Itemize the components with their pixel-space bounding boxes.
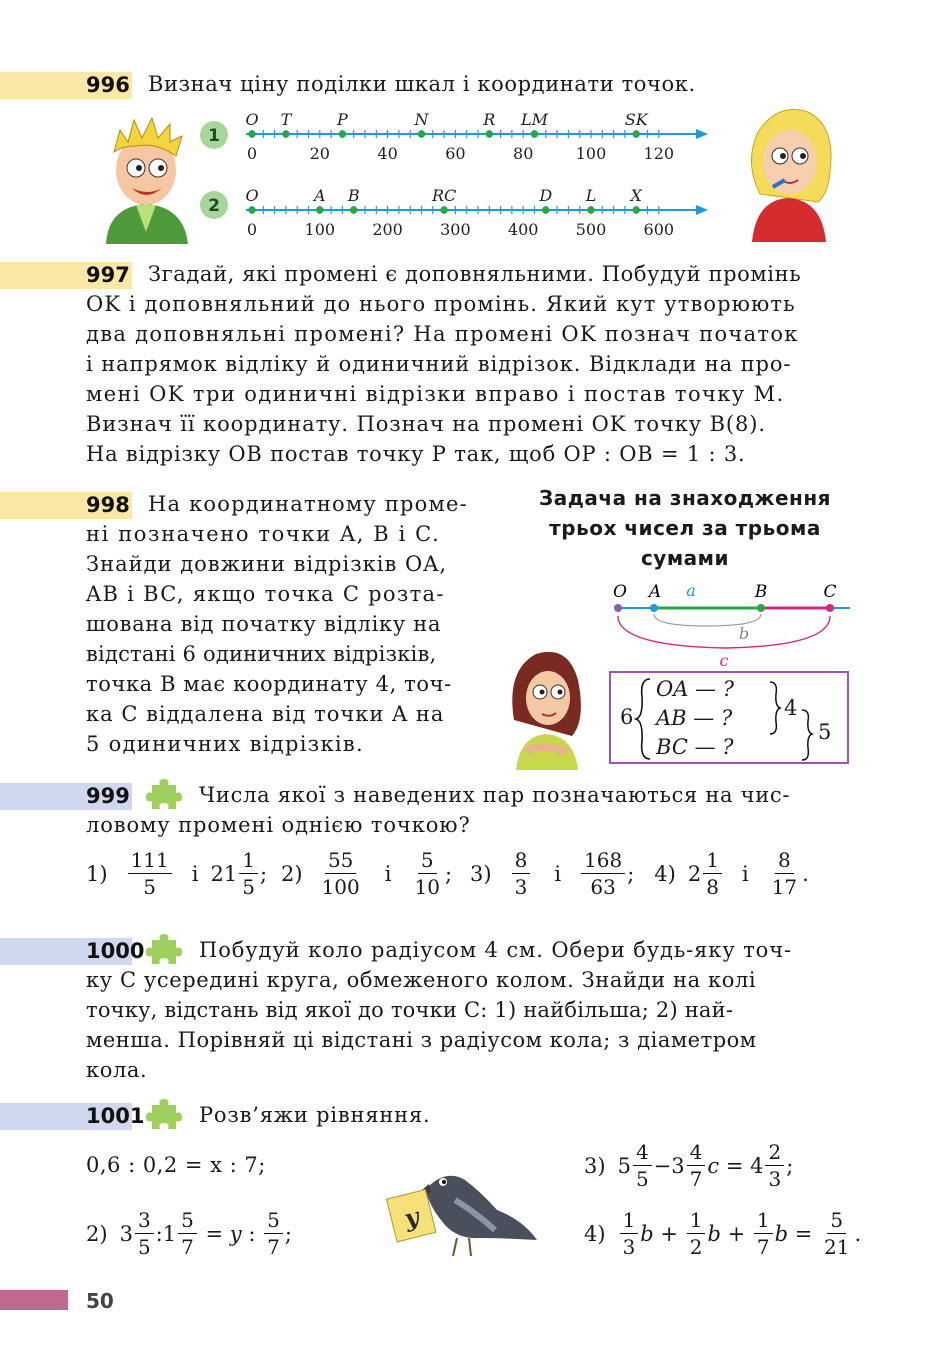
opt1-b-den: 5: [242, 875, 255, 899]
diagram-label-a: A: [648, 582, 662, 602]
opt3-b-num: 168: [581, 850, 625, 874]
opt1-and: і: [191, 861, 199, 886]
diagram-label-sum-c: c: [719, 651, 729, 670]
scale-point: [542, 206, 550, 214]
scale-tick-label: 300: [440, 220, 471, 239]
scale-tick-label: 600: [643, 220, 675, 239]
scale-point-label: SK: [624, 110, 648, 129]
scale-point-label: X: [630, 186, 642, 205]
scale-tick-label: 0: [246, 220, 258, 239]
opt1-a-num: 111: [128, 850, 172, 874]
opt2-b-num: 5: [418, 850, 437, 874]
page-number-bar: [0, 1290, 68, 1310]
task-1001-text: Розв’яжи рівняння.: [199, 1103, 431, 1127]
task-996-number: 996: [86, 73, 130, 97]
scale-point-label: D: [539, 186, 553, 205]
badge-1: [199, 120, 229, 150]
scale-point: [632, 206, 640, 214]
opt1-b-whole: 21: [210, 861, 238, 886]
task-998-line-7: точка B має координату 4, точ-: [86, 672, 452, 696]
task-997-line-5: мені OK три одиничні відрізки вправо і постав точку M.: [86, 382, 785, 406]
scale-point-label: O: [245, 186, 259, 205]
task-998-line-5: шована від початку відліку на: [86, 612, 442, 636]
scale-point: [632, 130, 640, 138]
point-c: [826, 604, 834, 612]
scale-point: [316, 206, 324, 214]
scale-point-label: A: [314, 186, 326, 205]
segment-diagram: [606, 576, 856, 672]
boy-illustration: [96, 112, 196, 244]
scale-tick-label: 0: [246, 144, 258, 163]
task-997-number: 997: [86, 263, 130, 287]
opt3-frac-a: [512, 850, 531, 897]
equation-3: 3) 5 $\frac{4}{5}$ −3 $\frac{4}{7}$ c = 4 $\frac{2}{3}$ ;: [584, 1140, 794, 1191]
opt4-label: 4): [654, 861, 676, 886]
point-o: [614, 604, 622, 612]
opt2-frac-b: [411, 850, 442, 897]
number-line-1: [238, 104, 713, 166]
t997-l1-text: Згадай, які промені є доповняльними. Побудуй промінь: [148, 262, 802, 286]
diagram-label-sum-a: a: [686, 581, 696, 600]
task-999-line-2: ловому промені однією точкою?: [86, 813, 471, 837]
task-1000-line-1: Побудуй коло радіусом 4 см. Обери будь-яку точ-: [199, 938, 793, 962]
equation-4: 4) $\frac{1}{3}$ b + $\frac{1}{2}$ b + $\frac{1}{7}$ b = $\frac{5}{21}$ .: [584, 1208, 862, 1259]
opt2-and: і: [384, 861, 392, 886]
opt1-frac-a: [128, 850, 172, 897]
scale-tick-label: 400: [507, 220, 539, 239]
scale-point-label: N: [414, 110, 429, 129]
opt1-frac-b: [239, 850, 258, 897]
badge-1-label: 1: [208, 126, 220, 146]
task-998-line-1: На координатному проме-: [148, 492, 468, 516]
diagram-label-o: O: [613, 582, 627, 602]
scale-point-label: O: [245, 110, 259, 129]
opt4-frac-b: [769, 850, 800, 897]
task-999-options: [86, 850, 856, 897]
brace-right-bottom: [800, 708, 814, 762]
opt3-and: і: [554, 861, 562, 886]
equation-2: 2) 3 $\frac{3}{5}$ :1 $\frac{5}{7}$ = y : $\frac{5}{7}$ ;: [86, 1208, 292, 1259]
opt2-label: 2): [281, 861, 303, 886]
opt3-a-num: 8: [512, 850, 531, 874]
task-1001-number: 1001: [86, 1104, 145, 1128]
task-1000-line-5: кола.: [86, 1058, 148, 1082]
eq4-label: 4): [584, 1221, 606, 1246]
task-997-line-3: два доповняльні промені? На промені OK познач початок: [86, 322, 799, 346]
task-999-number: 999: [86, 784, 130, 808]
scale-tick-label: 120: [643, 144, 675, 163]
scale-tick-label: 100: [575, 144, 607, 163]
crow-card-letter: y: [401, 1201, 422, 1233]
page-number: 50: [86, 1289, 114, 1313]
scale-tick-label: 60: [445, 144, 466, 163]
opt3-label: 3): [470, 861, 492, 886]
puzzle-icon: [146, 775, 186, 815]
opt2-b-den: 10: [414, 875, 440, 899]
task-997-line-4: і напрямок відліку й одиничний відрізок. Відклади на про-: [86, 352, 792, 376]
task-998-line-9: 5 одиничних відрізків.: [86, 732, 365, 756]
eq2-label: 2): [86, 1221, 108, 1246]
task-998-line-3: Знайди довжини відрізків OA,: [86, 552, 448, 576]
task-1000-line-4: менша. Порівняй ці відстані з радіусом кола; з діаметром: [86, 1028, 757, 1052]
task-1000-line-2: ку C усередині круга, обмеженого колом. Знайди на колі: [86, 968, 757, 992]
task-997-line-7: На відрізку OB постав точку P так, щоб OP : OB = 1 : 3.: [86, 442, 746, 466]
side-title-line-1: Задача на знаходження: [539, 486, 831, 510]
opt1-label: 1): [86, 861, 108, 886]
opt1-end: ;: [259, 861, 268, 886]
diagram-label-c: C: [823, 582, 837, 602]
system-sum-all: 6: [620, 705, 634, 729]
task-997-line-6: Визнач її координату. Познач на промені OK точку B(8).: [86, 412, 766, 436]
task-1000-number: 1000: [86, 939, 145, 963]
girl-illustration: [738, 102, 840, 242]
system-sum-top: 4: [784, 696, 798, 720]
scale-point-label: T: [280, 110, 292, 129]
system-sum-bottom: 5: [818, 720, 832, 744]
puzzle-icon: [146, 930, 186, 970]
scale-point-label: B: [347, 186, 360, 205]
brace-right-top: [768, 680, 782, 736]
scale-point: [531, 130, 539, 138]
badge-2-label: 2: [208, 196, 220, 216]
opt2-a-den: 100: [321, 875, 360, 899]
opt4-and: і: [741, 861, 749, 886]
scale-point-label: R: [483, 110, 496, 129]
side-title-line-2: трьох чисел за трьома: [549, 516, 821, 540]
opt1-b-num: 1: [239, 850, 258, 874]
scale-point: [350, 206, 358, 214]
task-998-line-6: відстані 6 одиничних відрізків,: [86, 642, 437, 666]
opt4-b-num: 8: [775, 850, 794, 874]
scale-point-label: P: [337, 110, 348, 129]
puzzle-icon: [146, 1095, 186, 1135]
opt1-a-den: 5: [143, 875, 157, 899]
task-998-line-4: AB і BC, якщо точка C розта-: [86, 582, 445, 606]
task-998-number: 998: [86, 493, 130, 517]
scale-point: [418, 130, 426, 138]
scale-point: [248, 130, 256, 138]
scale-point-label: RC: [431, 186, 457, 205]
opt4-b-den: 17: [771, 875, 798, 899]
opt4-a-den: 8: [706, 875, 719, 899]
opt3-frac-b: [581, 850, 625, 897]
task-998-line-8: ка C віддалена від точки A на: [86, 702, 445, 726]
brace-left: [634, 677, 652, 761]
system-row-ab: AB — ?: [656, 706, 733, 730]
task-997-line-1: [148, 262, 850, 286]
eq3-label: 3): [584, 1153, 606, 1178]
diagram-label-sum-b: b: [738, 624, 750, 643]
task-998-line-2: ні позначено точки A, B і C.: [86, 522, 441, 546]
scale-point-label: L: [585, 186, 597, 205]
opt3-end: ;: [627, 861, 635, 886]
scale-point: [587, 206, 595, 214]
scale-point: [339, 130, 347, 138]
point-b: [757, 604, 765, 612]
opt3-b-den: 63: [590, 875, 616, 899]
opt4-a-num: 1: [703, 850, 722, 874]
task-1000-line-3: точку, відстань від якої до точки C: 1) найбільша; 2) най-: [86, 998, 734, 1022]
system-row-bc: BC — ?: [656, 735, 734, 759]
task-996-text: Визнач ціну поділки шкал і координати точок.: [148, 72, 696, 96]
scale-tick-label: 40: [377, 144, 398, 163]
opt2-frac-a: [319, 850, 363, 897]
opt4-a-whole: 2: [687, 861, 702, 886]
scale-point: [486, 130, 494, 138]
scale-tick-label: 80: [513, 144, 534, 163]
scale-point: [282, 130, 290, 138]
badge-2: [199, 190, 229, 220]
scale-point: [248, 206, 256, 214]
opt4-frac-a: [703, 850, 722, 897]
point-a: [650, 604, 658, 612]
side-title-line-3: сумами: [640, 546, 730, 570]
system-row-oa: OA — ?: [656, 677, 734, 701]
scale-tick-label: 20: [309, 144, 330, 163]
task-997-line-2: OK і доповняльний до нього промінь. Який кут утворюють: [86, 292, 796, 316]
diagram-label-b: B: [754, 582, 768, 602]
scale-tick-label: 500: [575, 220, 607, 239]
scale-point-label: LM: [520, 110, 549, 129]
number-line-2: [238, 180, 713, 242]
scale-tick-label: 200: [372, 220, 403, 239]
opt4-end: .: [802, 861, 809, 886]
girl-thinking-illustration: [506, 640, 586, 770]
opt2-a-num: 55: [325, 850, 356, 874]
opt3-a-den: 3: [514, 875, 528, 899]
opt2-end: ;: [444, 861, 453, 886]
scale-tick-label: 100: [304, 220, 336, 239]
scale-point: [440, 206, 448, 214]
task-999-line-1: Числа якої з наведених пар позначаються на чис-: [199, 783, 791, 807]
equation-1: 0,6 : 0,2 = x : 7;: [86, 1153, 266, 1177]
crow-illustration: [385, 1160, 540, 1260]
